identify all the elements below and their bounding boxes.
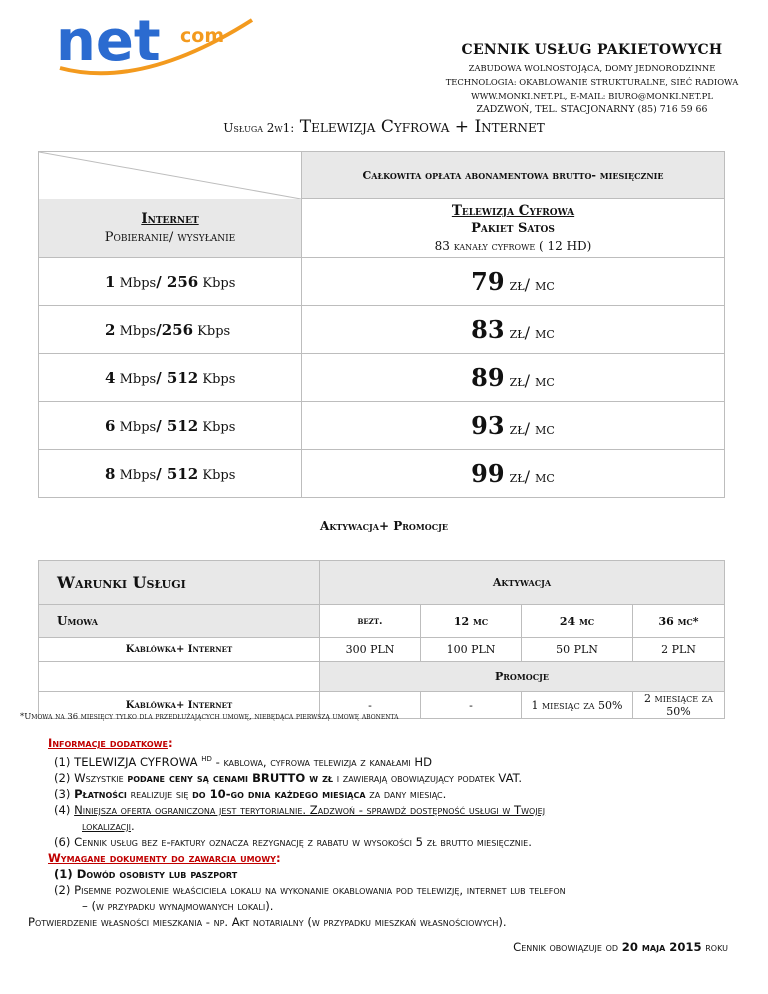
channels-label: 83 kanały cyfrowe ( 12 HD) xyxy=(434,239,592,253)
row-label: Kablówka+ Internet xyxy=(39,692,320,719)
price-row xyxy=(39,354,725,402)
internet-header xyxy=(39,199,302,258)
promo-value: - xyxy=(320,692,421,719)
service-name: Telewizja Cyfrowa + Internet xyxy=(299,117,545,137)
price-row xyxy=(39,450,725,498)
price-cell: 93 zł/ mc xyxy=(302,402,725,450)
promo-value: 1 miesiąc za 50% xyxy=(522,692,633,719)
promo-value: - xyxy=(421,692,522,719)
activation-fee: 2 PLN xyxy=(633,638,725,662)
speed-cell: 8 Mbps/ 512 Kbps xyxy=(39,450,302,498)
conditions-table xyxy=(38,560,725,719)
price-cell: 99 zł/ mc xyxy=(302,450,725,498)
docs-item-2: (2) Pisemne pozwolenie właściciela lokalu na wykonanie okablowania pod telewizję, internet lub telefon xyxy=(54,882,566,897)
info-item-2: (2) Wszystkie podane ceny są cenami BRUTTO w zł i zawierają obowiązujący podatek VAT. xyxy=(54,770,523,785)
info-item-4-cont: lokalizacji. xyxy=(82,818,135,833)
total-fee-header: Całkowita opłata abonamentowa brutto- miesięcznie xyxy=(302,152,725,199)
row-label: Kablówka+ Internet xyxy=(39,638,320,662)
col-header: 36 mc* xyxy=(633,605,725,638)
tv-header xyxy=(302,199,725,258)
validity-footer: Cennik obowiązuje od 20 maja 2015 roku xyxy=(513,940,728,954)
price-cell: 83 zł/ mc xyxy=(302,306,725,354)
diagonal-cell xyxy=(39,152,302,199)
info-item-6: (6) Cennik usług bez e-faktury oznacza rezygnację z rabatu w wysokości 5 zł brutto miesięcznie. xyxy=(54,834,532,849)
promo-value: 2 miesiące za 50% xyxy=(633,692,725,719)
price-row xyxy=(39,258,725,306)
header-line-1: ZABUDOWA WOLNOSTOJĄCA, DOMY JEDNORODZINNE xyxy=(468,63,716,73)
additional-info: Informacje dodatkowe: (1) TELEWIZJA CYFROWA $^{HD}$ - kablowa, cyfrowa telewizja z kanałami HD (2) Wszystkie podane ceny są cenami BRUTTO w zł i zawierają obowiązujący podatek VAT. (3) Płatności realizuje się do 10-go dnia każdego miesiąca za dany miesiąc. (4) Niniejsza oferta ograniczona jest terytorialnie. Zadzwoń - sprawdź dostępność usługi w Twojej lokalizacji. (6) Cennik usług bez e-faktury oznacza rezygnację z rabatu w wysokości 5 zł brutto miesięcznie. Wymagane dokumenty do zawarcia umowy: (1) Dowód osobisty lub paszport (2) Pisemne pozwolenie właściciela lokalu na wykonanie okablowania pod telewizję, internet lub telefon – (w przypadku wynajmowanych lokali). Potwierdzenie własności mieszkania - np. Akt notarialny (w przypadku mieszkań własnościowych). xyxy=(48,735,738,930)
activation-header: Aktywacja xyxy=(320,561,725,605)
contract-footnote: *Umowa na 36 miesięcy tylko dla przedłużających umowę, niebędąca pierwszą umowę abonenta xyxy=(20,711,399,721)
col-header: 24 mc xyxy=(522,605,633,638)
docs-item-3: Potwierdzenie własności mieszkania - np. Akt notarialny (w przypadku mieszkań własnościowych). xyxy=(28,914,507,929)
price-cell: 89 zł/ mc xyxy=(302,354,725,402)
info-item-3: (3) Płatności realizuje się do 10-go dnia każdego miesiąca za dany miesiąc. xyxy=(54,786,447,801)
activation-fee: 50 PLN xyxy=(522,638,633,662)
logo-sup: com xyxy=(180,25,225,47)
speed-cell: 2 Mbps/256 Kbps xyxy=(39,306,302,354)
service-title xyxy=(0,117,768,137)
tv-header-label: Telewizja Cyfrowa xyxy=(451,203,575,219)
info-item-1: (1) TELEWIZJA CYFROWA $^{HD}$ - kablowa, cyfrowa telewizja z kanałami HD xyxy=(54,754,433,769)
col-header: bezt. xyxy=(320,605,421,638)
docs-header: Wymagane dokumenty do zawarcia umowy xyxy=(48,850,276,865)
activation-promo-title: Aktywacja+ Promocje xyxy=(320,519,448,533)
header-line-2: TECHNOLOGIA: OKABLOWANIE STRUKTURALNE, SIEĆ RADIOWA xyxy=(445,77,739,87)
internet-header-label: Internet xyxy=(141,210,199,227)
header-line-3: WWW.MONKI.NET.PL, E-MAIL: BIURO@MONKI.NET.PL xyxy=(471,91,713,101)
header-title: CENNIK USŁUG PAKIETOWYCH xyxy=(461,42,723,58)
price-cell: 79 zł/ mc xyxy=(302,258,725,306)
speed-cell: 1 Mbps/ 256 Kbps xyxy=(39,258,302,306)
info-item-4: (4) Niniejsza oferta ograniczona jest terytorialnie. Zadzwoń - sprawdź dostępność usługi w Twojej xyxy=(54,802,546,817)
docs-item-1: (1) Dowód osobisty lub paszport xyxy=(54,866,238,881)
umowa-label: Umowa xyxy=(39,605,320,638)
info-header: Informacje dodatkowe xyxy=(48,736,168,750)
docs-item-2-cont: – (w przypadku wynajmowanych lokali). xyxy=(82,898,274,913)
header-line-4: ZADZWOŃ, TEL. STACJONARNY (85) 716 59 66 xyxy=(476,104,708,115)
promo-header: Promocje xyxy=(320,662,725,692)
speed-cell: 4 Mbps/ 512 Kbps xyxy=(39,354,302,402)
activation-fee: 100 PLN xyxy=(421,638,522,662)
empty-cell xyxy=(39,662,320,692)
price-table xyxy=(38,151,725,498)
company-header xyxy=(442,42,742,117)
price-row xyxy=(39,402,725,450)
speed-header-label: Pobieranie/ wysyłanie xyxy=(104,229,236,245)
logo-text: net xyxy=(56,9,161,74)
service-prefix: Usługa 2w1: xyxy=(223,121,295,135)
package-label: Pakiet Satos xyxy=(471,221,555,236)
conditions-title: Warunki Usługi xyxy=(39,561,320,605)
net-logo xyxy=(52,8,267,80)
price-row xyxy=(39,306,725,354)
activation-fee: 300 PLN xyxy=(320,638,421,662)
col-header: 12 mc xyxy=(421,605,522,638)
speed-cell: 6 Mbps/ 512 Kbps xyxy=(39,402,302,450)
